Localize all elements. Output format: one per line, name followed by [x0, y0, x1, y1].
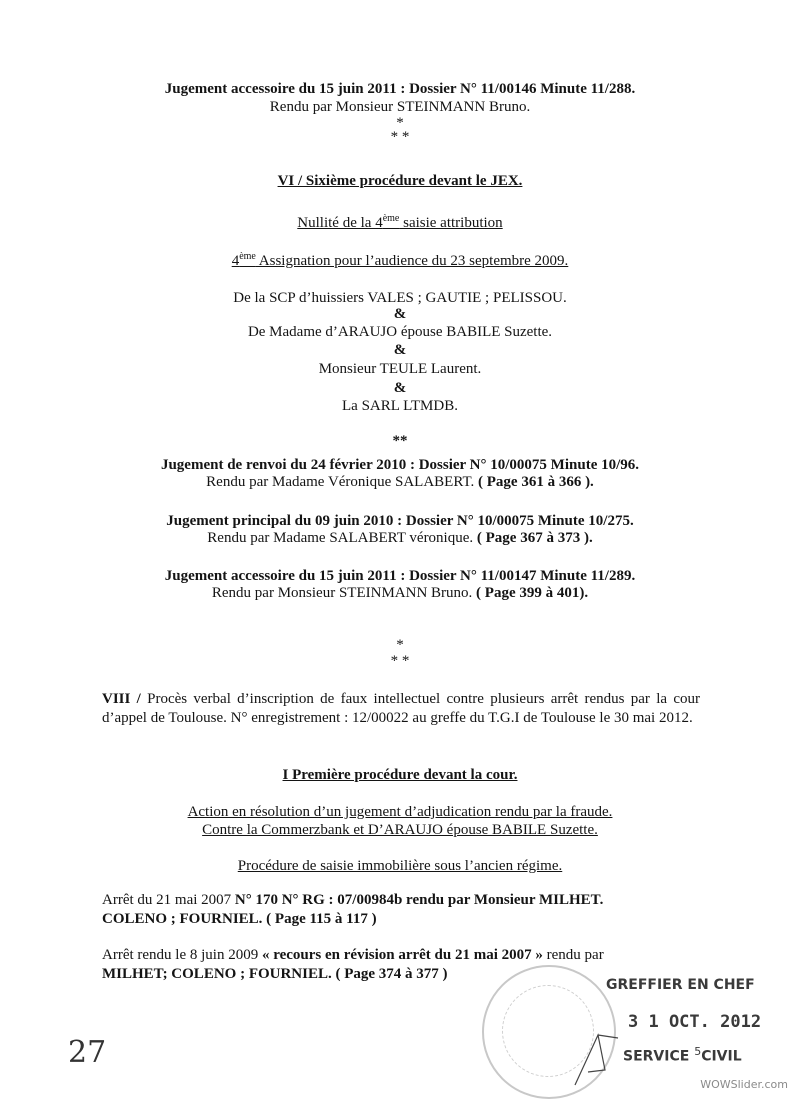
arret-2-date: Arrêt rendu le 8 juin 2009: [102, 947, 262, 963]
cour-contre-line: Contre la Commerzbank et D’ARAUJO épouse BABILE Suzette.: [202, 822, 598, 838]
assignation-line: 4ème Assignation pour l’audience du 23 septembre 2009.: [231, 251, 569, 269]
judgment-pages: ( Page 367 à 373 ).: [476, 530, 593, 546]
section-viii-paragraph: [102, 690, 700, 728]
arret-1: [102, 891, 700, 929]
judgment-heading-s1: Jugement accessoire du 15 juin 2011 : Dossier N° 11/00146 Minute 11/288.: [164, 81, 636, 97]
section-viii-text: Procès verbal d’inscription de faux intellectuel contre plusieurs arrêt rendus par la cour d’appel de Toulouse. N° enregistrement : 12/00022 au greffe du T.G.I de Toulouse le 30 mai 2012.: [102, 691, 700, 726]
stamp-service-num: 5: [694, 1045, 702, 1058]
stamp-service-b: CIVIL: [701, 1048, 742, 1065]
separator-star: *: [396, 115, 404, 131]
judgment-heading: Jugement de renvoi du 24 février 2010 : Dossier N° 10/00075 Minute 10/96.: [160, 457, 640, 473]
ampersand: &: [393, 380, 407, 396]
judgment-heading: Jugement accessoire du 15 juin 2011 : Dossier N° 11/00147 Minute 11/289.: [164, 568, 636, 584]
arret-1-ref: N° 170 N° RG : 07/00984b rendu par Monsieur MILHET.: [234, 892, 604, 908]
watermark: WOWSlider.com: [700, 1078, 788, 1091]
judgment-pages: ( Page 399 à 401).: [476, 585, 589, 601]
judgment-sub: [0, 529, 800, 547]
cour-procedure-line: Procédure de saisie immobilière sous l’ancien régime.: [237, 858, 563, 874]
judgment-rendu: Rendu par Madame SALABERT véronique.: [207, 530, 477, 546]
separator-stars: * *: [390, 129, 410, 145]
judgment-pages: ( Page 361 à 366 ).: [478, 474, 594, 490]
assign-post: Assignation pour l’audience du 23 septembre 2009.: [255, 253, 569, 269]
party-teule: Monsieur TEULE Laurent.: [318, 361, 482, 377]
judgment-heading: Jugement principal du 09 juin 2010 : Dossier N° 10/00075 Minute 10/275.: [166, 513, 634, 529]
cour-section-title: I Première procédure devant la cour.: [282, 767, 518, 783]
arret-2-title: « recours en révision arrêt du 21 mai 2007 »: [261, 947, 543, 963]
assign-sup: ème: [239, 251, 256, 262]
arret-2-pages: MILHET; COLENO ; FOURNIEL. ( Page 374 à 377 ): [102, 966, 448, 982]
arret-2-rendu: rendu par: [542, 947, 604, 963]
nullite-line: [0, 210, 800, 232]
arret-1-pages: COLENO ; FOURNIEL. ( Page 115 à 117 ): [102, 911, 377, 927]
stamp-service-a: SERVICE: [623, 1048, 695, 1065]
stamp-greffier: GREFFIER EN CHEF: [606, 977, 755, 993]
nullite-pre: Nullité de la 4: [297, 215, 383, 231]
party-sarl: La SARL LTMDB.: [342, 398, 458, 414]
judgment-rendu: Rendu par Monsieur STEINMANN Bruno.: [211, 585, 477, 601]
judgment-sub: [0, 473, 800, 491]
judgment-sub: [0, 584, 800, 602]
separator-star: *: [396, 637, 404, 653]
stamp-date: 3 1 OCT. 2012: [628, 1012, 762, 1032]
judgment-rendu: Rendu par Madame Véronique SALABERT.: [206, 474, 478, 490]
party-araujo: De Madame d’ARAUJO épouse BABILE Suzette.: [247, 324, 553, 340]
cour-action-line: Action en résolution d’un jugement d’adjudication rendu par la fraude.: [187, 804, 613, 820]
nullite-sup: ème: [382, 213, 400, 224]
stamp-service: [623, 1045, 742, 1065]
judgment-sub-s1: Rendu par Monsieur STEINMANN Bruno.: [269, 99, 531, 115]
ampersand: &: [393, 306, 407, 322]
section-viii-label: VIII /: [102, 691, 141, 707]
ampersand: &: [393, 342, 407, 358]
arret-1-date: Arrêt du 21 mai 2007: [102, 892, 235, 908]
party-scp: De la SCP d’huissiers VALES ; GAUTIE ; PELISSOU.: [233, 290, 567, 306]
nullite-post: saisie attribution: [399, 215, 503, 231]
separator-stars: **: [392, 433, 408, 449]
section-title-vi: VI / Sixième procédure devant le JEX.: [277, 173, 523, 189]
separator-stars: * *: [390, 653, 410, 669]
handwritten-page-number: 27: [68, 1035, 107, 1070]
signature-icon: [570, 1030, 630, 1090]
